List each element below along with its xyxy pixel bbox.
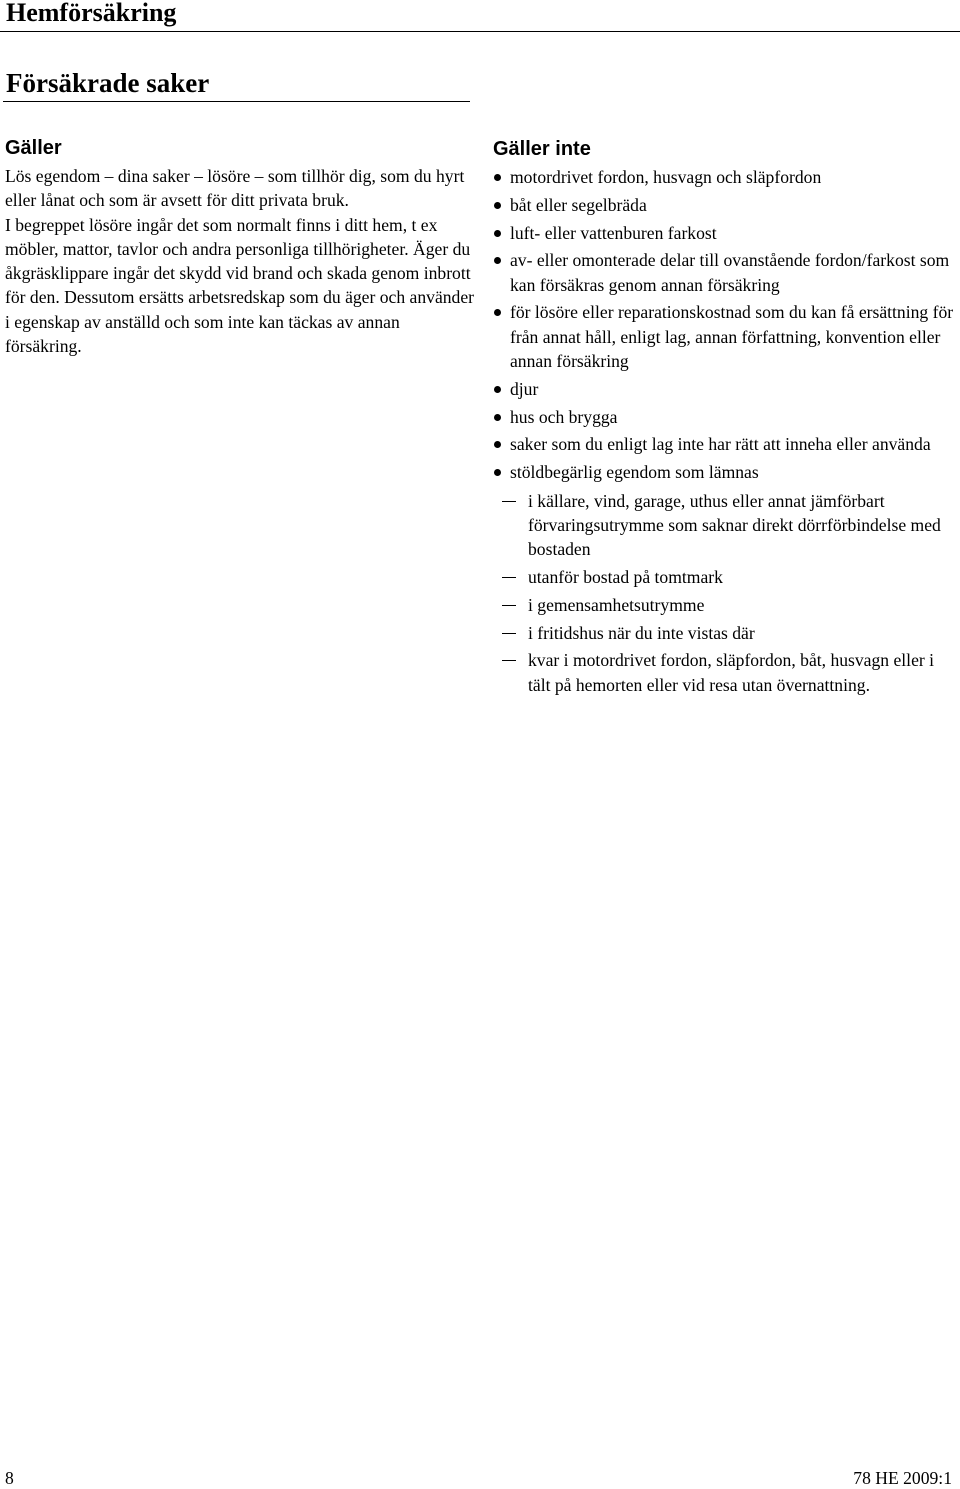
list-item-text: stöldbegärlig egendom som lämnas xyxy=(510,462,759,483)
list-item xyxy=(493,377,958,401)
section-divider xyxy=(3,101,470,102)
bullet-icon xyxy=(494,202,501,209)
dash-icon xyxy=(502,501,516,502)
list-item-text: djur xyxy=(510,378,539,399)
not-covered-column xyxy=(493,135,958,700)
sublist-item-text: i fritidshus när du inte vistas där xyxy=(528,622,755,643)
bullet-icon xyxy=(494,257,501,264)
bullet-icon xyxy=(494,230,501,237)
dash-icon xyxy=(502,660,516,661)
list-item xyxy=(493,221,958,245)
covered-paragraph-2: I begreppet lösöre ingår det som normalt finns i ditt hem, t ex möbler, mattor, tavlor och andra personliga tillhörigheter. Äger du åkgräsklippare ingår det skydd vid brand och skada genom inbrott för den. Dessutom ersätts arbetsredskap som du äger och använder i egenskap av anställd och som inte kan täckas av annan försäkring. xyxy=(5,214,475,357)
list-item xyxy=(493,405,958,429)
bullet-icon xyxy=(494,469,501,476)
list-item xyxy=(493,248,958,297)
list-item xyxy=(493,300,958,373)
sublist-item xyxy=(493,565,958,589)
document-header-title: Hemförsäkring xyxy=(6,0,177,27)
bullet-icon xyxy=(494,174,501,181)
dash-icon xyxy=(502,633,516,634)
sublist-item-text: utanför bostad på tomtmark xyxy=(528,566,723,587)
bullet-icon xyxy=(494,386,501,393)
list-item xyxy=(493,432,958,456)
sublist-item xyxy=(493,489,958,562)
section-title: Försäkrade saker xyxy=(6,68,210,98)
covered-heading: Gäller xyxy=(5,137,62,159)
header-divider xyxy=(0,31,960,32)
not-covered-heading: Gäller inte xyxy=(493,138,591,160)
sublist-item xyxy=(493,593,958,617)
sublist-item-text: i källare, vind, garage, uthus eller annat jämförbart förvaringsutrymme som saknar direkt dörrförbindelse med bostaden xyxy=(528,490,941,560)
page-number: 8 xyxy=(5,1468,14,1488)
covered-paragraph-1: Lös egendom – dina saker – lösöre – som tillhör dig, som du hyrt eller lånat och som är avsett för ditt privata bruk. xyxy=(5,166,465,211)
covered-column xyxy=(5,134,475,358)
list-item-text: luft- eller vattenburen farkost xyxy=(510,222,717,243)
list-item-text: hus och brygga xyxy=(510,406,618,427)
sublist-item xyxy=(493,621,958,645)
list-item-text: av- eller omonterade delar till ovanstående fordon/farkost som kan försäkras genom annan försäkring xyxy=(510,250,950,295)
sublist-item xyxy=(493,648,958,697)
exclusion-list xyxy=(493,165,958,697)
storage-exclusion-sublist xyxy=(510,489,958,697)
dash-icon xyxy=(502,577,516,578)
list-item-text: för lösöre eller reparationskostnad som du kan få ersättning för från annat håll, enligt lag, annan författning, konvention eller annan försäkring xyxy=(510,302,954,372)
bullet-icon xyxy=(494,309,501,316)
bullet-icon xyxy=(494,441,501,448)
sublist-item-text: i gemensamhetsutrymme xyxy=(528,594,705,615)
list-item xyxy=(493,165,958,189)
list-item-text: båt eller segelbräda xyxy=(510,194,647,215)
list-item-text: saker som du enligt lag inte har rätt att inneha eller använda xyxy=(510,434,931,455)
dash-icon xyxy=(502,605,516,606)
document-code: 78 HE 2009:1 xyxy=(853,1468,952,1488)
list-item xyxy=(493,193,958,217)
bullet-icon xyxy=(494,414,501,421)
sublist-item-text: kvar i motordrivet fordon, släpfordon, båt, husvagn eller i tält på hemorten eller vid resa utan övernattning. xyxy=(528,650,935,695)
list-item xyxy=(493,460,958,697)
list-item-text: motordrivet fordon, husvagn och släpfordon xyxy=(510,167,822,187)
